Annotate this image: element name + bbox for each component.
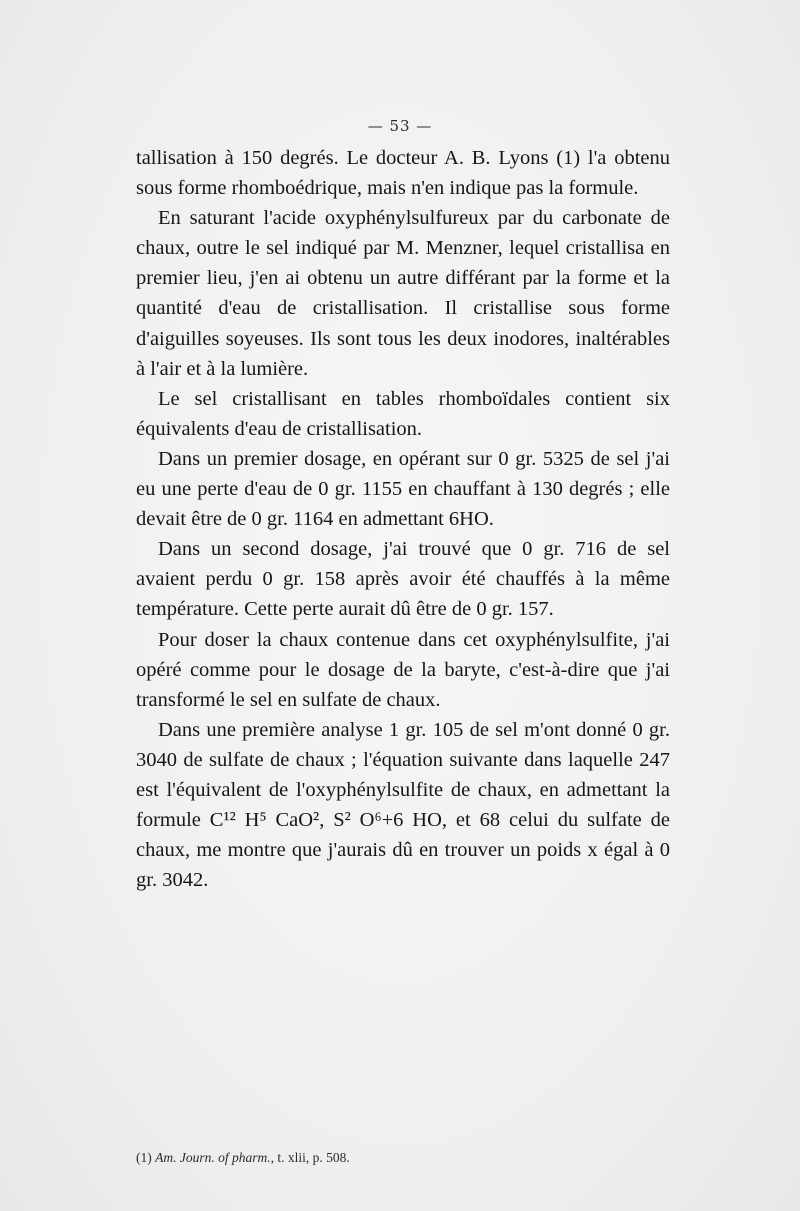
footnote-details: , t. xlii, p. 508. [270,1150,350,1165]
page-number: — 53 — [367,117,433,135]
footnote [136,1150,670,1166]
footnote-ref: (1) [136,1150,152,1165]
paragraph-7: Dans une première analyse 1 gr. 105 de sel m'ont donné 0 gr. 3040 de sulfate de chaux ; l'équation suivante dans laquelle 247 est l'équivalent de l'oxyphénylsulfite de chaux, en admettant la formule C¹² H⁵ CaO², S² O⁶+6 HO, et 68 celui du sulfate de chaux, me montre que j'aurais dû en trouver un poids x égal à 0 gr. 3042. [136,718,670,892]
paragraph-2: En saturant l'acide oxyphénylsulfureux par du carbonate de chaux, outre le sel indiqué par M. Menzner, lequel cristallisa en premier lieu, j'en ai obtenu un autre différant par la forme et la quantité d'eau de cristallisation. Il cristallise sous forme d'aiguilles soyeuses. Ils sont tous les deux inodores, inaltérables à l'air et à la lumière. [136,207,670,380]
paragraph-6: Pour doser la chaux contenue dans cet oxyphénylsulfite, j'ai opéré comme pour le dosage de la baryte, c'est-à-dire que j'ai transformé le sel en sulfate de chaux. [136,628,670,711]
paragraph-5: Dans un second dosage, j'ai trouvé que 0 gr. 716 de sel avaient perdu 0 gr. 158 après avoir été chauffés à la même température. Cette perte aurait dû être de 0 gr. 157. [136,538,670,621]
footnote-title: Am. Journ. of pharm. [155,1150,271,1165]
body-text [136,143,670,895]
paragraph-3: Le sel cristallisant en tables rhomboïdales contient six équivalents d'eau de cristallisation. [136,387,670,440]
paragraph-4: Dans un premier dosage, en opérant sur 0 gr. 5325 de sel j'ai eu une perte d'eau de 0 gr. 1155 en chauffant à 130 degrés ; elle devait être de 0 gr. 1164 en admettant 6HO. [136,447,670,531]
paragraph-1: tallisation à 150 degrés. Le docteur A. B. Lyons (1) l'a obtenu sous forme rhomboédrique, mais n'en indique pas la formule. [136,147,670,200]
